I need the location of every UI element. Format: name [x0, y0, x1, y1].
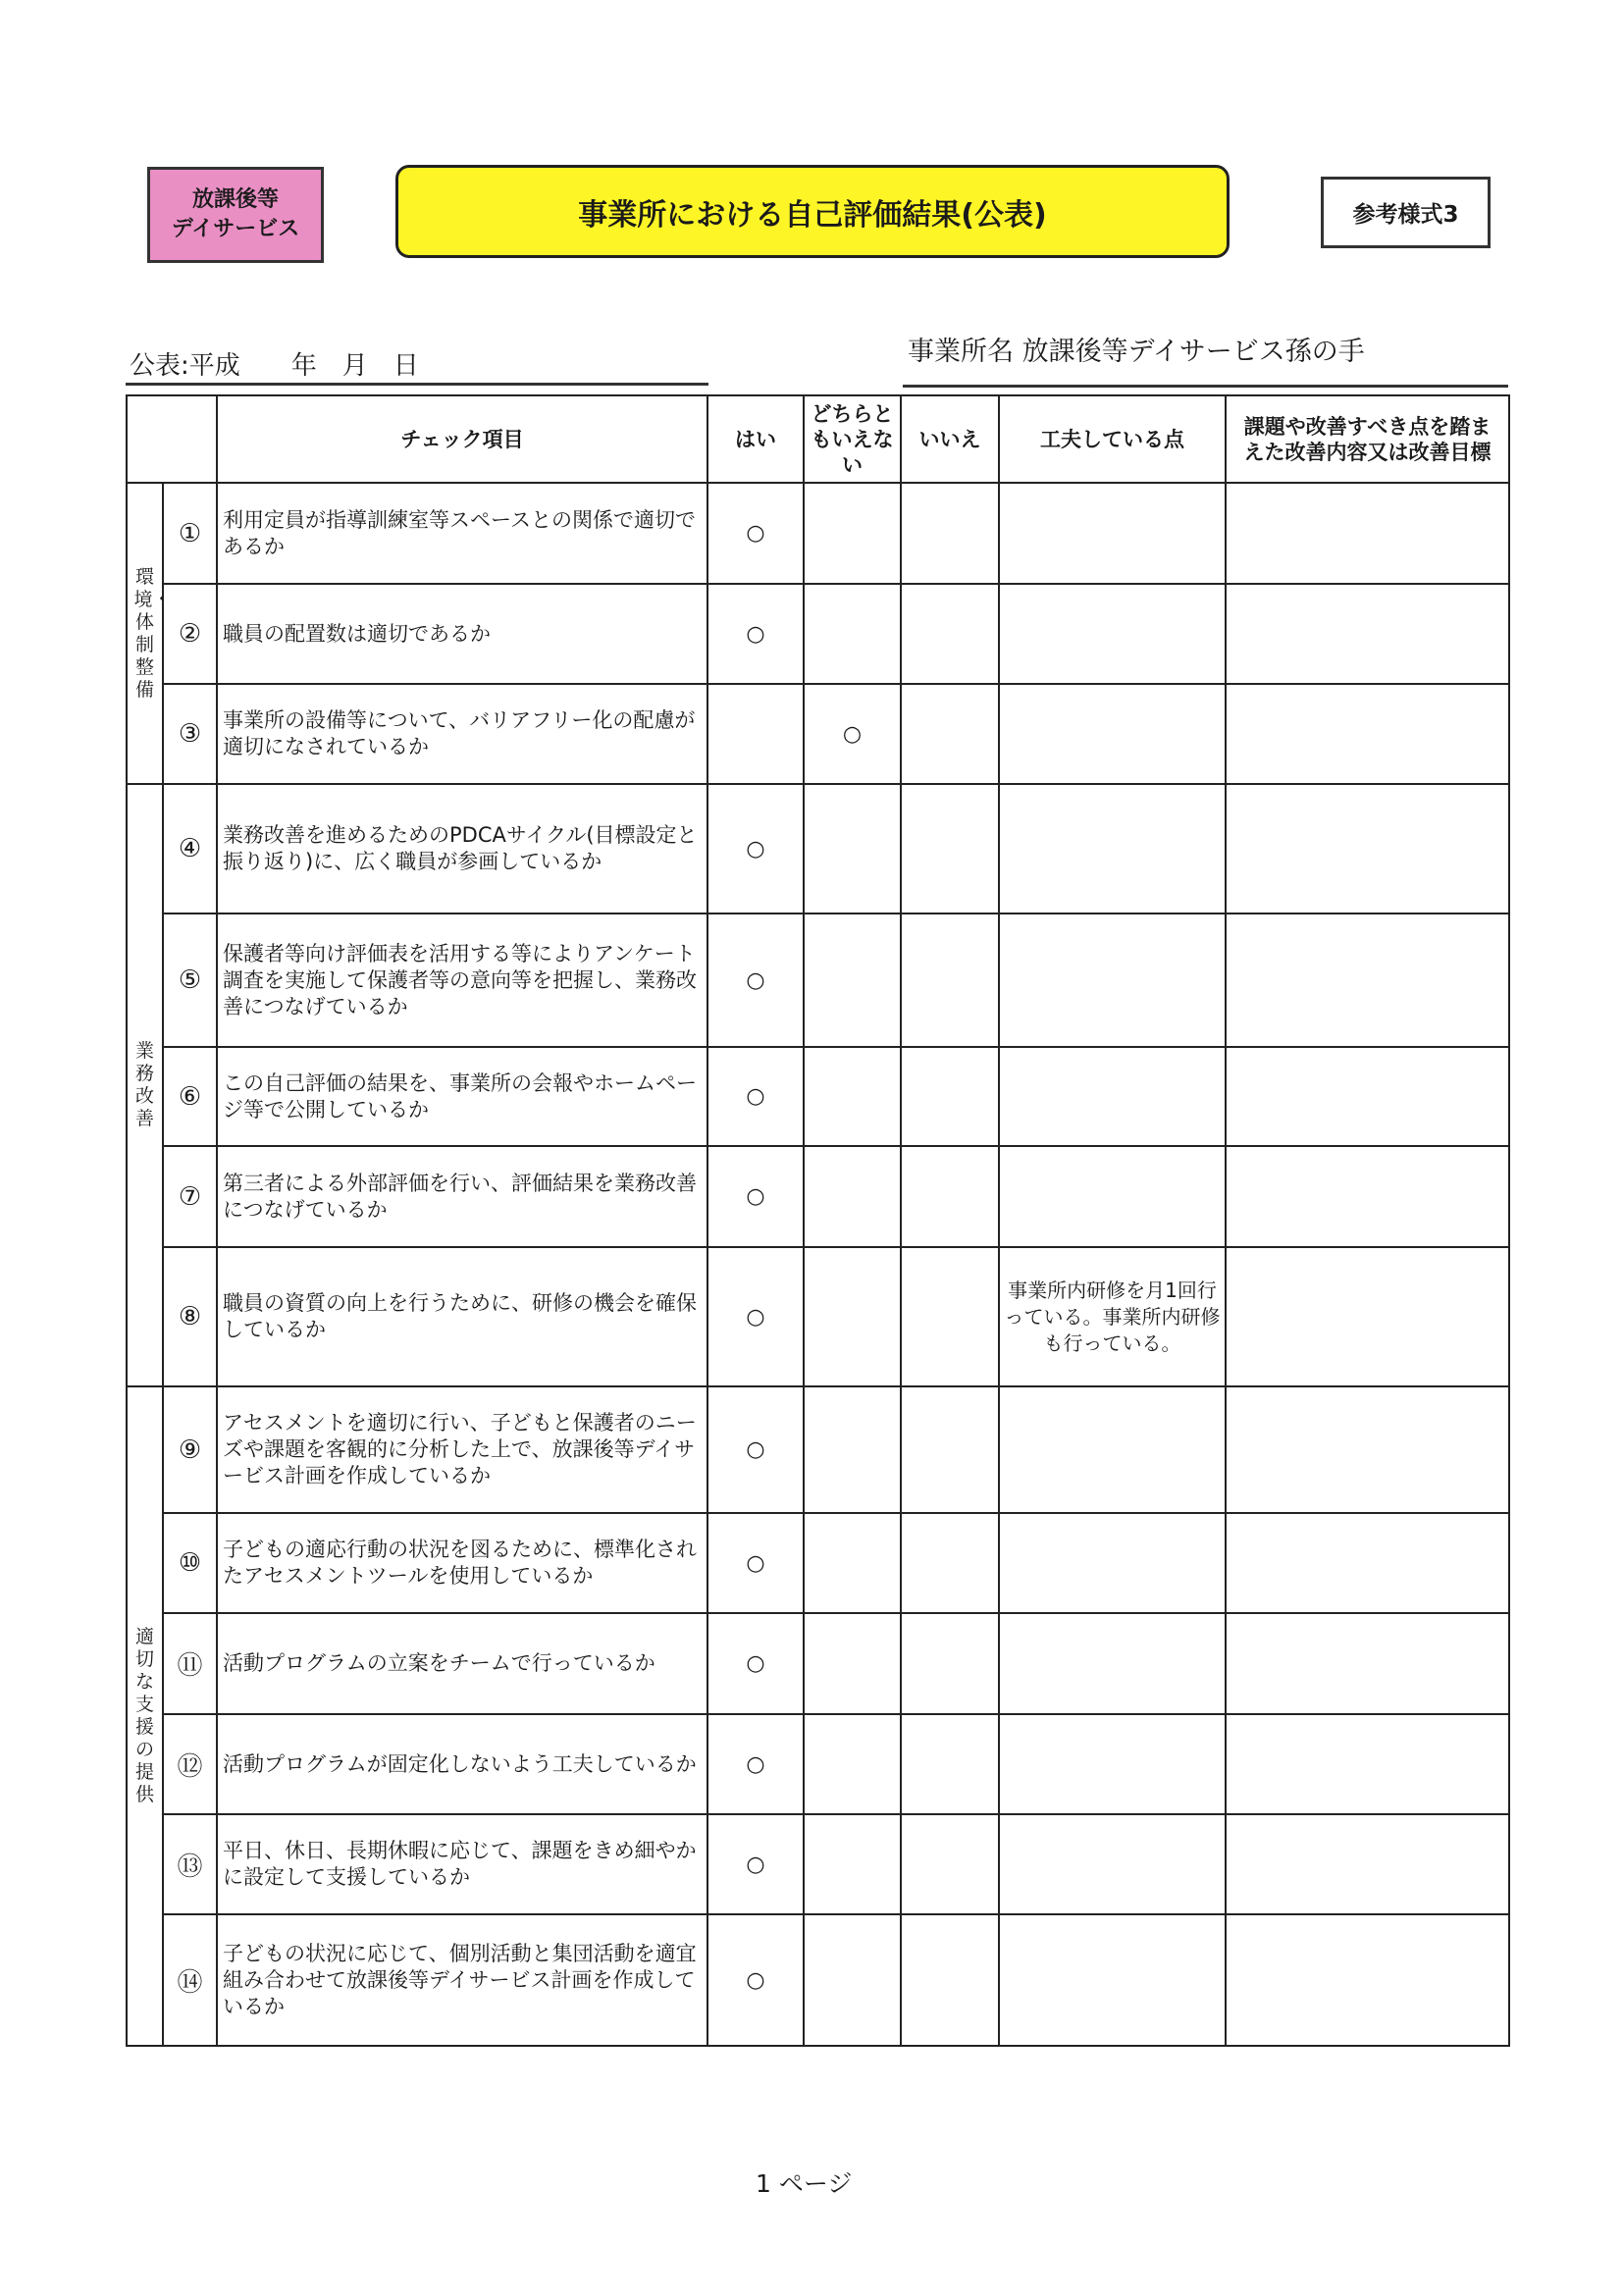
- check-item-text: 活動プログラムの立案をチームで行っているか: [217, 1613, 707, 1714]
- answer-yes-cell[interactable]: ○: [707, 1146, 804, 1247]
- check-item-text: 職員の配置数は適切であるか: [217, 584, 707, 684]
- answer-no-cell[interactable]: [901, 1386, 999, 1513]
- answer-neutral-cell[interactable]: [804, 1047, 901, 1146]
- check-item-text: 活動プログラムが固定化しないよう工夫しているか: [217, 1714, 707, 1814]
- answer-neutral-cell[interactable]: [804, 1386, 901, 1513]
- answer-yes-cell[interactable]: [707, 684, 804, 784]
- improvement-cell[interactable]: [1226, 1513, 1509, 1613]
- answer-yes-cell[interactable]: ○: [707, 1247, 804, 1386]
- answer-no-cell[interactable]: [901, 684, 999, 784]
- section-label-text: 業務改善: [134, 1040, 154, 1129]
- good-point-cell[interactable]: [999, 1047, 1226, 1146]
- check-item-text: 職員の資質の向上を行うために、研修の機会を確保しているか: [217, 1247, 707, 1386]
- section-label-text: 環境・体制整備: [133, 565, 172, 701]
- header-blank: [127, 395, 217, 483]
- good-point-cell[interactable]: [999, 784, 1226, 913]
- improvement-cell[interactable]: [1226, 913, 1509, 1047]
- item-number: ④: [163, 784, 217, 913]
- table-row: [127, 784, 1509, 913]
- section-label: [127, 784, 163, 1386]
- answer-no-cell[interactable]: [901, 1513, 999, 1613]
- improvement-cell[interactable]: [1226, 1247, 1509, 1386]
- answer-neutral-cell[interactable]: ○: [804, 684, 901, 784]
- header-improvement: 課題や改善すべき点を踏まえた改善内容又は改善目標: [1226, 395, 1509, 483]
- answer-no-cell[interactable]: [901, 1814, 999, 1914]
- answer-no-cell[interactable]: [901, 584, 999, 684]
- improvement-cell[interactable]: [1226, 1386, 1509, 1513]
- answer-no-cell[interactable]: [901, 483, 999, 584]
- section-label-text: 適切な支援の提供: [134, 1626, 154, 1805]
- answer-yes-cell[interactable]: ○: [707, 584, 804, 684]
- table-row: [127, 584, 1509, 684]
- answer-no-cell[interactable]: [901, 1714, 999, 1814]
- table-row: [127, 1146, 1509, 1247]
- item-number: ⑨: [163, 1386, 217, 1513]
- answer-yes-cell[interactable]: ○: [707, 1914, 804, 2046]
- answer-yes-cell[interactable]: ○: [707, 1714, 804, 1814]
- item-number: ⑥: [163, 1047, 217, 1146]
- item-number: ⑬: [163, 1814, 217, 1914]
- page-number: 1 ページ: [756, 2169, 853, 2198]
- answer-neutral-cell[interactable]: [804, 584, 901, 684]
- good-point-cell[interactable]: [999, 913, 1226, 1047]
- answer-neutral-cell[interactable]: [804, 1247, 901, 1386]
- table-row: [127, 1914, 1509, 2046]
- check-item-text: 平日、休日、長期休暇に応じて、課題をきめ細やかに設定して支援しているか: [217, 1814, 707, 1914]
- check-item-text: この自己評価の結果を、事業所の会報やホームページ等で公開しているか: [217, 1047, 707, 1146]
- answer-no-cell[interactable]: [901, 913, 999, 1047]
- item-number: ⑩: [163, 1513, 217, 1613]
- good-point-cell[interactable]: [999, 1513, 1226, 1613]
- answer-yes-cell[interactable]: ○: [707, 1513, 804, 1613]
- divider: [126, 383, 708, 386]
- table-row: [127, 1513, 1509, 1613]
- answer-yes-cell[interactable]: ○: [707, 913, 804, 1047]
- table-row: [127, 1386, 1509, 1513]
- item-number: ⑧: [163, 1247, 217, 1386]
- header-yes: はい: [707, 395, 804, 483]
- table-row: [127, 1613, 1509, 1714]
- good-point-cell[interactable]: [999, 1814, 1226, 1914]
- check-item-text: アセスメントを適切に行い、子どもと保護者のニーズや課題を客観的に分析した上で、放課後等デイサービス計画を作成しているか: [217, 1386, 707, 1513]
- service-category-badge: [147, 167, 324, 263]
- section-label: [127, 1386, 163, 2046]
- improvement-cell[interactable]: [1226, 1146, 1509, 1247]
- good-point-cell[interactable]: [999, 1146, 1226, 1247]
- answer-neutral-cell[interactable]: [804, 784, 901, 913]
- section-label: [127, 483, 172, 784]
- answer-yes-cell[interactable]: ○: [707, 483, 804, 584]
- item-number: ③: [163, 684, 217, 784]
- header-neutral: どちらともいえない: [804, 395, 901, 483]
- answer-no-cell[interactable]: [901, 1047, 999, 1146]
- publish-date: 公表:平成 年 月 日: [130, 351, 419, 381]
- table-row: [127, 684, 1509, 784]
- answer-neutral-cell[interactable]: [804, 913, 901, 1047]
- good-point-cell[interactable]: [999, 1714, 1226, 1814]
- header-check-item: チェック項目: [217, 395, 707, 483]
- answer-yes-cell[interactable]: ○: [707, 784, 804, 913]
- answer-no-cell[interactable]: [901, 784, 999, 913]
- table-row: [127, 1714, 1509, 1814]
- table-row: [127, 1047, 1509, 1146]
- item-number: ①: [163, 483, 217, 584]
- good-point-cell[interactable]: [999, 584, 1226, 684]
- improvement-cell[interactable]: [1226, 1814, 1509, 1914]
- item-number: ⑪: [163, 1613, 217, 1714]
- check-item-text: 保護者等向け評価表を活用する等によりアンケート調査を実施して保護者等の意向等を把握し、業務改善につなげているか: [217, 913, 707, 1047]
- improvement-cell[interactable]: [1226, 1613, 1509, 1714]
- answer-neutral-cell[interactable]: [804, 1714, 901, 1814]
- answer-yes-cell[interactable]: ○: [707, 1814, 804, 1914]
- answer-neutral-cell[interactable]: [804, 483, 901, 584]
- item-number: ⑤: [163, 913, 217, 1047]
- item-number: ⑦: [163, 1146, 217, 1247]
- good-point-cell[interactable]: [999, 1914, 1226, 2046]
- improvement-cell[interactable]: [1226, 784, 1509, 913]
- good-point-cell[interactable]: [999, 684, 1226, 784]
- office-name: 事業所名 放課後等デイサービス孫の手: [908, 337, 1365, 367]
- improvement-cell[interactable]: [1226, 1714, 1509, 1814]
- answer-neutral-cell[interactable]: [804, 1146, 901, 1247]
- improvement-cell[interactable]: [1226, 1047, 1509, 1146]
- item-number: ⑫: [163, 1714, 217, 1814]
- answer-yes-cell[interactable]: ○: [707, 1613, 804, 1714]
- answer-no-cell[interactable]: [901, 1613, 999, 1714]
- answer-yes-cell[interactable]: ○: [707, 1386, 804, 1513]
- improvement-cell[interactable]: [1226, 1914, 1509, 2046]
- item-number: ②: [163, 584, 217, 684]
- good-point-cell[interactable]: [999, 1613, 1226, 1714]
- check-item-text: 子どもの適応行動の状況を図るために、標準化されたアセスメントツールを使用しているか: [217, 1513, 707, 1613]
- answer-neutral-cell[interactable]: [804, 1814, 901, 1914]
- good-point-cell[interactable]: 事業所内研修を月1回行っている。事業所内研修も行っている。: [999, 1247, 1226, 1386]
- answer-yes-cell[interactable]: ○: [707, 1047, 804, 1146]
- check-item-text: 利用定員が指導訓練室等スペースとの関係で適切であるか: [217, 483, 707, 584]
- table-row: [127, 1814, 1509, 1914]
- header-no: いいえ: [901, 395, 999, 483]
- answer-no-cell[interactable]: [901, 1914, 999, 2046]
- category-line-1: 放課後等: [191, 187, 279, 212]
- evaluation-table: [126, 394, 1510, 2047]
- answer-neutral-cell[interactable]: [804, 1613, 901, 1714]
- improvement-cell[interactable]: [1226, 684, 1509, 784]
- divider: [903, 385, 1508, 388]
- table-row: [127, 483, 1509, 584]
- form-label: 参考様式3: [1321, 177, 1491, 248]
- table-row: [127, 1247, 1509, 1386]
- category-line-2: デイサービス: [171, 217, 300, 241]
- improvement-cell[interactable]: [1226, 584, 1509, 684]
- item-number: ⑭: [163, 1914, 217, 2046]
- check-item-text: 業務改善を進めるためのPDCAサイクル(目標設定と振り返り)に、広く職員が参画しているか: [217, 784, 707, 913]
- answer-no-cell[interactable]: [901, 1146, 999, 1247]
- good-point-cell[interactable]: [999, 1386, 1226, 1513]
- page-title: 事業所における自己評価結果(公表): [395, 165, 1230, 258]
- answer-neutral-cell[interactable]: [804, 1914, 901, 2046]
- answer-neutral-cell[interactable]: [804, 1513, 901, 1613]
- answer-no-cell[interactable]: [901, 1247, 999, 1386]
- good-point-cell[interactable]: [999, 483, 1226, 584]
- table-header: [127, 395, 1509, 483]
- table-row: [127, 913, 1509, 1047]
- header-good-point: 工夫している点: [999, 395, 1226, 483]
- check-item-text: 子どもの状況に応じて、個別活動と集団活動を適宜組み合わせて放課後等デイサービス計画を作成しているか: [217, 1914, 707, 2046]
- improvement-cell[interactable]: [1226, 483, 1509, 584]
- check-item-text: 第三者による外部評価を行い、評価結果を業務改善につなげているか: [217, 1146, 707, 1247]
- check-item-text: 事業所の設備等について、バリアフリー化の配慮が適切になされているか: [217, 684, 707, 784]
